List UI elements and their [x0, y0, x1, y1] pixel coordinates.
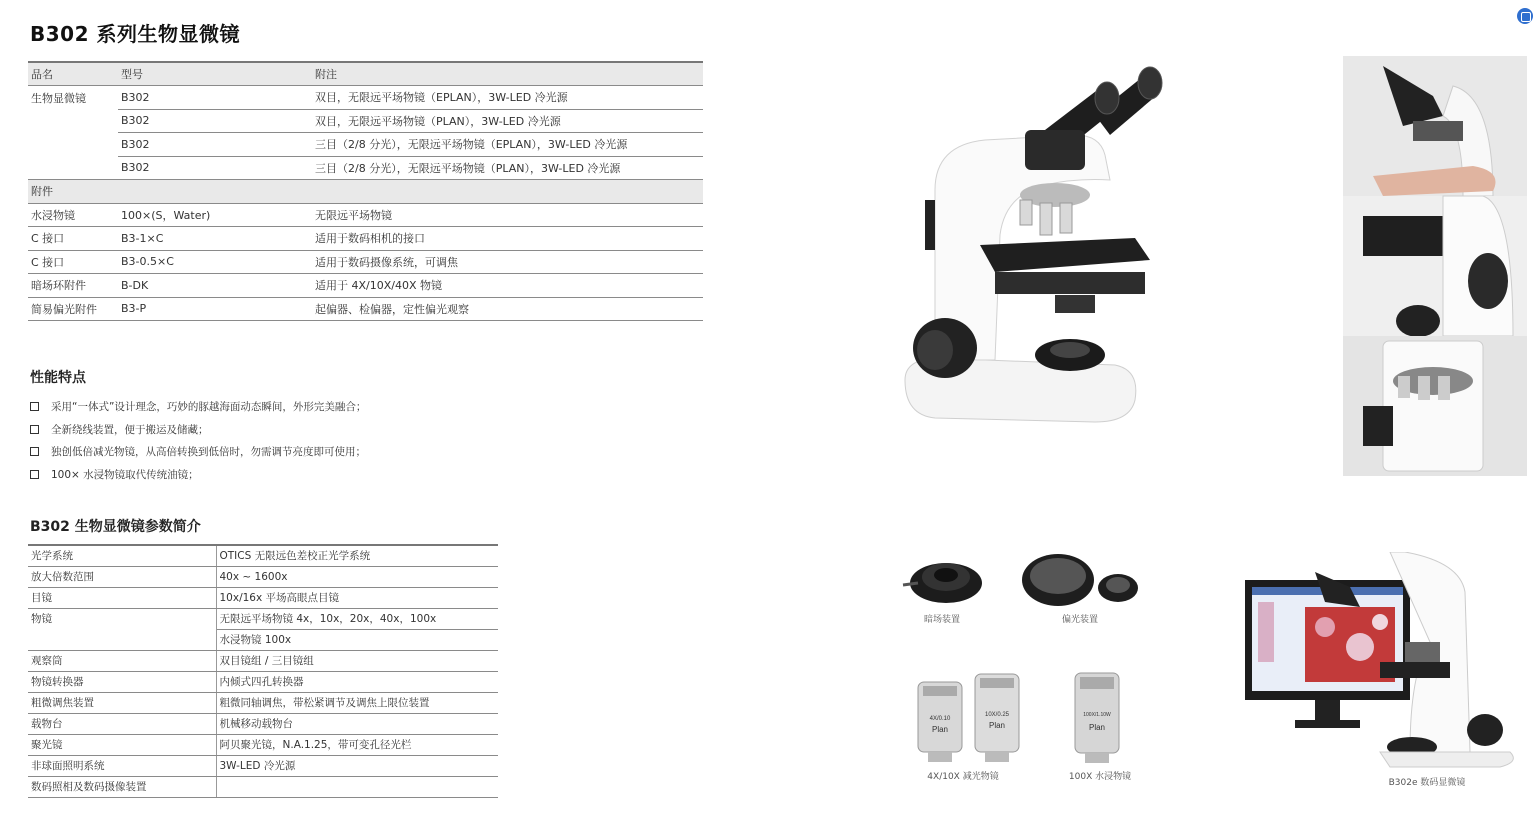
row-note: 双目，无限远平场物镜（PLAN），3W-LED 冷光源 — [312, 109, 703, 133]
objective-100x-spec: 100X/1.10W — [1083, 712, 1111, 718]
polarizer-caption: 偏光装置 — [1061, 615, 1098, 625]
row-model: B302 — [118, 86, 223, 110]
table-row — [28, 734, 498, 755]
row-model: B302 — [118, 133, 223, 157]
checkbox-square-icon — [30, 470, 39, 479]
feature-text: 独创低倍减光物镜，从高倍转换到低倍时，勿需调节亮度即可使用； — [51, 446, 366, 459]
row-model: 100×(S，Water) — [118, 203, 223, 227]
row-note: 起偏器、检偏器，定性偏光观察 — [312, 297, 703, 321]
row-note: 三目（2/8 分光），无限远平场物镜（EPLAN），3W-LED 冷光源 — [312, 133, 703, 157]
spec-key: 非球面照明系统 — [28, 755, 216, 776]
table-row — [28, 755, 498, 776]
spec-value: 机械移动载物台 — [216, 713, 498, 734]
table-row — [28, 156, 703, 180]
table-header-row — [28, 62, 703, 86]
row-note: 适用于数码相机的接口 — [312, 227, 703, 251]
row-name: 水浸物镜 — [28, 203, 118, 227]
microscope-main-image — [895, 60, 1165, 430]
row-name — [28, 133, 118, 157]
row-note: 三目（2/8 分光），无限远平场物镜（PLAN），3W-LED 冷光源 — [312, 156, 703, 180]
header-name: 品名 — [28, 62, 118, 86]
accessory-section-row — [28, 180, 703, 204]
table-row — [28, 776, 498, 797]
table-row — [28, 227, 703, 251]
row-model: B3-0.5×C — [118, 250, 223, 274]
header-model: 型号 — [118, 62, 223, 86]
detail-photos-strip — [1343, 56, 1527, 476]
spec-table — [28, 544, 498, 798]
table-row — [28, 629, 498, 650]
row-model: B-DK — [118, 274, 223, 298]
row-name: 暗场环附件 — [28, 274, 118, 298]
table-row — [28, 109, 703, 133]
spec-value: 3W-LED 冷光源 — [216, 755, 498, 776]
spec-value: 40x ~ 1600x — [216, 566, 498, 587]
table-row — [28, 545, 498, 566]
objective-4x-brand: Plan — [931, 725, 949, 734]
spec-key: 光学系统 — [28, 545, 216, 566]
table-row — [28, 274, 703, 298]
features-title: 性能特点 — [30, 370, 86, 386]
digital-microscope-image — [1240, 552, 1525, 772]
table-row — [28, 671, 498, 692]
row-name — [28, 156, 118, 180]
spec-value — [216, 776, 498, 797]
row-model: B3-P — [118, 297, 223, 321]
table-row — [28, 566, 498, 587]
objective-4x-spec: 4X/0.10 — [929, 716, 951, 722]
table-row — [28, 297, 703, 321]
spec-value: 无限远平场物镜 4x，10x，20x，40x，100x — [216, 608, 498, 629]
table-row — [28, 713, 498, 734]
row-name: 生物显微镜 — [31, 91, 86, 105]
spec-key — [28, 629, 216, 650]
spec-value: 双目镜组 / 三目镜组 — [216, 650, 498, 671]
row-note: 双目，无限远平场物镜（EPLAN），3W-LED 冷光源 — [312, 86, 703, 110]
corner-app-icon[interactable] — [1517, 8, 1533, 24]
reduced-objectives-image — [913, 672, 1028, 767]
table-row — [28, 133, 703, 157]
spec-title: B302 生物显微镜参数简介 — [30, 519, 201, 535]
table-row — [28, 86, 703, 110]
objective-10x-spec: 10X/0.25 — [984, 712, 1010, 718]
spec-key: 聚光镜 — [28, 734, 216, 755]
spec-value: OTICS 无限远色差校正光学系统 — [216, 545, 498, 566]
list-item — [30, 440, 366, 463]
spec-key: 观察筒 — [28, 650, 216, 671]
reduced-objectives-caption: 4X/10X 减光物镜 — [927, 772, 999, 782]
row-name: C 接口 — [28, 250, 118, 274]
spec-key: 物镜转换器 — [28, 671, 216, 692]
digital-scope-caption: B302e 数码显微镜 — [1388, 778, 1466, 788]
objective-100x-brand: Plan — [1088, 723, 1106, 732]
water-objective-caption: 100X 水浸物镜 — [1068, 772, 1132, 782]
list-item — [30, 395, 366, 418]
darkfield-caption: 暗场装置 — [923, 615, 960, 625]
table-row — [28, 692, 498, 713]
checkbox-square-icon — [30, 425, 39, 434]
row-model: B3-1×C — [118, 227, 223, 251]
polarizer-image — [1018, 548, 1143, 610]
feature-text: 100× 水浸物镜取代传统油镜； — [51, 468, 199, 481]
row-note: 无限远平场物镜 — [312, 203, 703, 227]
darkfield-device-image — [898, 545, 988, 610]
row-name — [28, 109, 118, 133]
table-row — [28, 650, 498, 671]
spec-value: 水浸物镜 100x — [216, 629, 498, 650]
spec-key: 目镜 — [28, 587, 216, 608]
spec-value: 阿贝聚光镜，N.A.1.25，带可变孔径光栏 — [216, 734, 498, 755]
row-name: C 接口 — [28, 227, 118, 251]
spec-key: 物镜 — [28, 608, 216, 629]
spec-value: 粗微同轴调焦，带松紧调节及调焦上限位装置 — [216, 692, 498, 713]
feature-text: 全新绕线装置，便于搬运及储藏； — [51, 423, 209, 436]
table-row — [28, 203, 703, 227]
spec-value: 10x/16x 平场高眼点目镜 — [216, 587, 498, 608]
checkbox-square-icon — [30, 447, 39, 456]
spec-value: 内倾式四孔转换器 — [216, 671, 498, 692]
table-row — [28, 250, 703, 274]
header-note: 附注 — [312, 62, 703, 86]
row-note: 适用于 4X/10X/40X 物镜 — [312, 274, 703, 298]
page-title: B302 系列生物显微镜 — [30, 22, 240, 46]
spec-key: 数码照相及数码摄像装置 — [28, 776, 216, 797]
row-note: 适用于数码摄像系统，可调焦 — [312, 250, 703, 274]
water-objective-image — [1070, 668, 1125, 768]
feature-text: 采用“一体式”设计理念，巧妙的豚越海面动态瞬间，外形完美融合； — [51, 400, 367, 413]
table-row — [28, 587, 498, 608]
row-name: 简易偏光附件 — [28, 297, 118, 321]
checkbox-square-icon — [30, 402, 39, 411]
spec-key: 放大倍数范围 — [28, 566, 216, 587]
spec-key: 载物台 — [28, 713, 216, 734]
list-item — [30, 463, 366, 486]
spec-key: 粗微调焦装置 — [28, 692, 216, 713]
accessory-section-label: 附件 — [28, 180, 703, 204]
features-list — [30, 395, 366, 486]
product-table — [28, 61, 703, 321]
list-item — [30, 418, 366, 441]
objective-10x-brand: Plan — [988, 721, 1006, 730]
row-model: B302 — [118, 109, 223, 133]
row-model: B302 — [118, 156, 223, 180]
header-blank — [223, 62, 312, 86]
table-row — [28, 608, 498, 629]
